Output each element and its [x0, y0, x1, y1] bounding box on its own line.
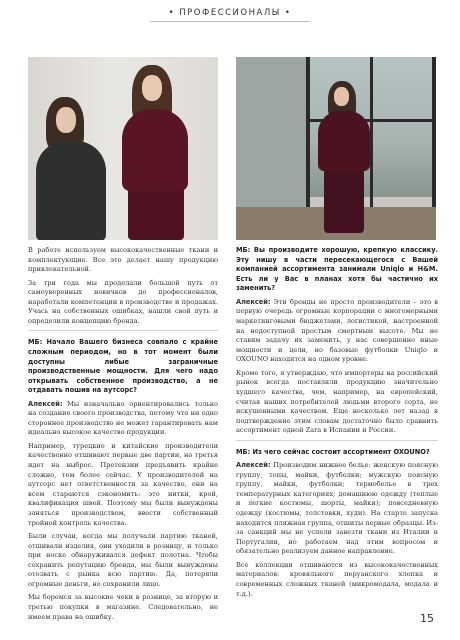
window-frame [306, 57, 310, 207]
model-a-body [36, 141, 106, 240]
speaker-name: Алексей: [28, 399, 63, 408]
page-number: 15 [420, 612, 434, 625]
answer-text: Эти бренды не просто производители – это в первую очередь огромные корпорации с многомерными маркетинговыми бюджетами, логистикой, настроенной на недоступной простым смертным высоте. Мы не ставим задачу их заменить, у нас совершенно иные мощности и цели, но базовые футболки Uniqlo и OXOUNO находятся на одном уровне. [236, 297, 438, 364]
paragraph: В работе используем высококачественные ткани и комплектующие. Все это делает нашу продукцию привлекательной. [28, 246, 218, 274]
divider [28, 330, 218, 331]
paragraph: За три года мы проделали большой путь от самоуверенных новичков до профессионалов, наработали компетенции в производстве и продажах. Учась на собственных ошибках, нашли свой путь и определили концепцию бренда. [28, 278, 218, 325]
model-a-face [56, 107, 76, 133]
paragraph: Кроме того, я утверждаю, что импортеры на российский рынок всегда поставляли продукцию значительно худшего качества, чем, например, на европейский, считая наших потребителей людьми второго сорта, не искушенными качеством. Еще несколько лет назад я подтверждение этим словам достаточно было сравнить ассортимент одной Zara в Испании и России. [236, 368, 438, 435]
photo-right [236, 57, 436, 240]
answer-text: Мы изначально ориентировались только на создание своего производства, потому что ни одно стороннее производство не может гарантировать нам идеально высокое качество продукции. [28, 399, 218, 437]
interview-answer [236, 461, 438, 557]
interview-question: МБ: Из чего сейчас состоит ассортимент OXOUNO? [236, 447, 430, 456]
window-frame [432, 57, 436, 207]
interview-question: МБ: Начало Вашего бизнеса совпало с крайне сложным периодом, но в тот момент были доступны либые заграничные производственные мощности. Для чего надо открывать собственное производство, а не отдавать пошив на аутсорс? [28, 338, 218, 395]
interview-question: МБ: Вы производите хорошую, крепкую классику. Эту нишу в части пересекающегося с Вашей компанией ассортимента занимали Uniqlo и H&M. Есть ли у Вас в планах хотя бы частично их заменить? [236, 246, 438, 293]
model-c-body [318, 111, 370, 171]
paragraph: Были случаи, когда мы получали партию тканей, отшивали изделия, они уходили в розницу, и только при носке обнаруживался дефект полотна. Чтобы сохранить репутацию бренда, мы были вынуждены отозвать с рынка всю партию. Да, потеряли огромные деньги, но сохранили лицо. [28, 532, 218, 588]
model-c-legs [324, 165, 364, 233]
article-column-left [28, 246, 218, 626]
speaker-name: Алексей: [236, 297, 271, 306]
divider [236, 440, 438, 441]
model-c-face [334, 87, 349, 106]
window-frame [370, 57, 373, 207]
model-b-legs [128, 185, 184, 240]
interview-answer [28, 400, 218, 438]
header-rule [150, 21, 310, 22]
section-title: • ПРОФЕССИОНАЛЫ • [168, 8, 292, 18]
article-column-right [236, 246, 438, 603]
paragraph: Например, турецкие и китайские производители качественно отшивают первые две партии, но третья идет на выброс. Претензии предъявить крайне сложно, тем более сейчас. У производителей на аутсорс нет ответственности за качество, они на всем стараются сэкономить: это нитки, крой, квалификация швей. Поэтому мы были вынуждены заняться производством, ввести собственный тройной контроль качества. [28, 441, 218, 527]
answer-text: Производим нижнее белье: женскую поясную группу, топы, майки, футболки; мужскую поясную группу, майки, футболки; термобелье в трех температурных категориях; домашнюю одежду (теплые и легкие костюмы, шорты, майки); повседневную одежду (костюмы, толстовки, худи). На старте запуска находится пляжная группа, отшиты первые образцы. Из-за санкций мы не успели завезти ткани из Италии и Португалии, но работаем над этим вопросом и обязательно реализуем данное направление. [236, 461, 438, 556]
photo-left [28, 57, 218, 240]
paragraph: Все коллекции отшиваются из высококачественных материалов: кровяльного перуанского хлопка и современных сложных тканей (микромодала, модала и т.д.). [236, 560, 438, 598]
model-b-face [142, 75, 162, 101]
model-b-body [122, 109, 188, 191]
section-header [0, 8, 460, 22]
paragraph: Мы боремся за высокие чеки в рознице, за вторую и третью покупки в магазине. Следовательно, не имеем права на ошибку. [28, 593, 218, 621]
speaker-name: Алексей: [236, 461, 271, 470]
interview-answer [236, 298, 438, 365]
